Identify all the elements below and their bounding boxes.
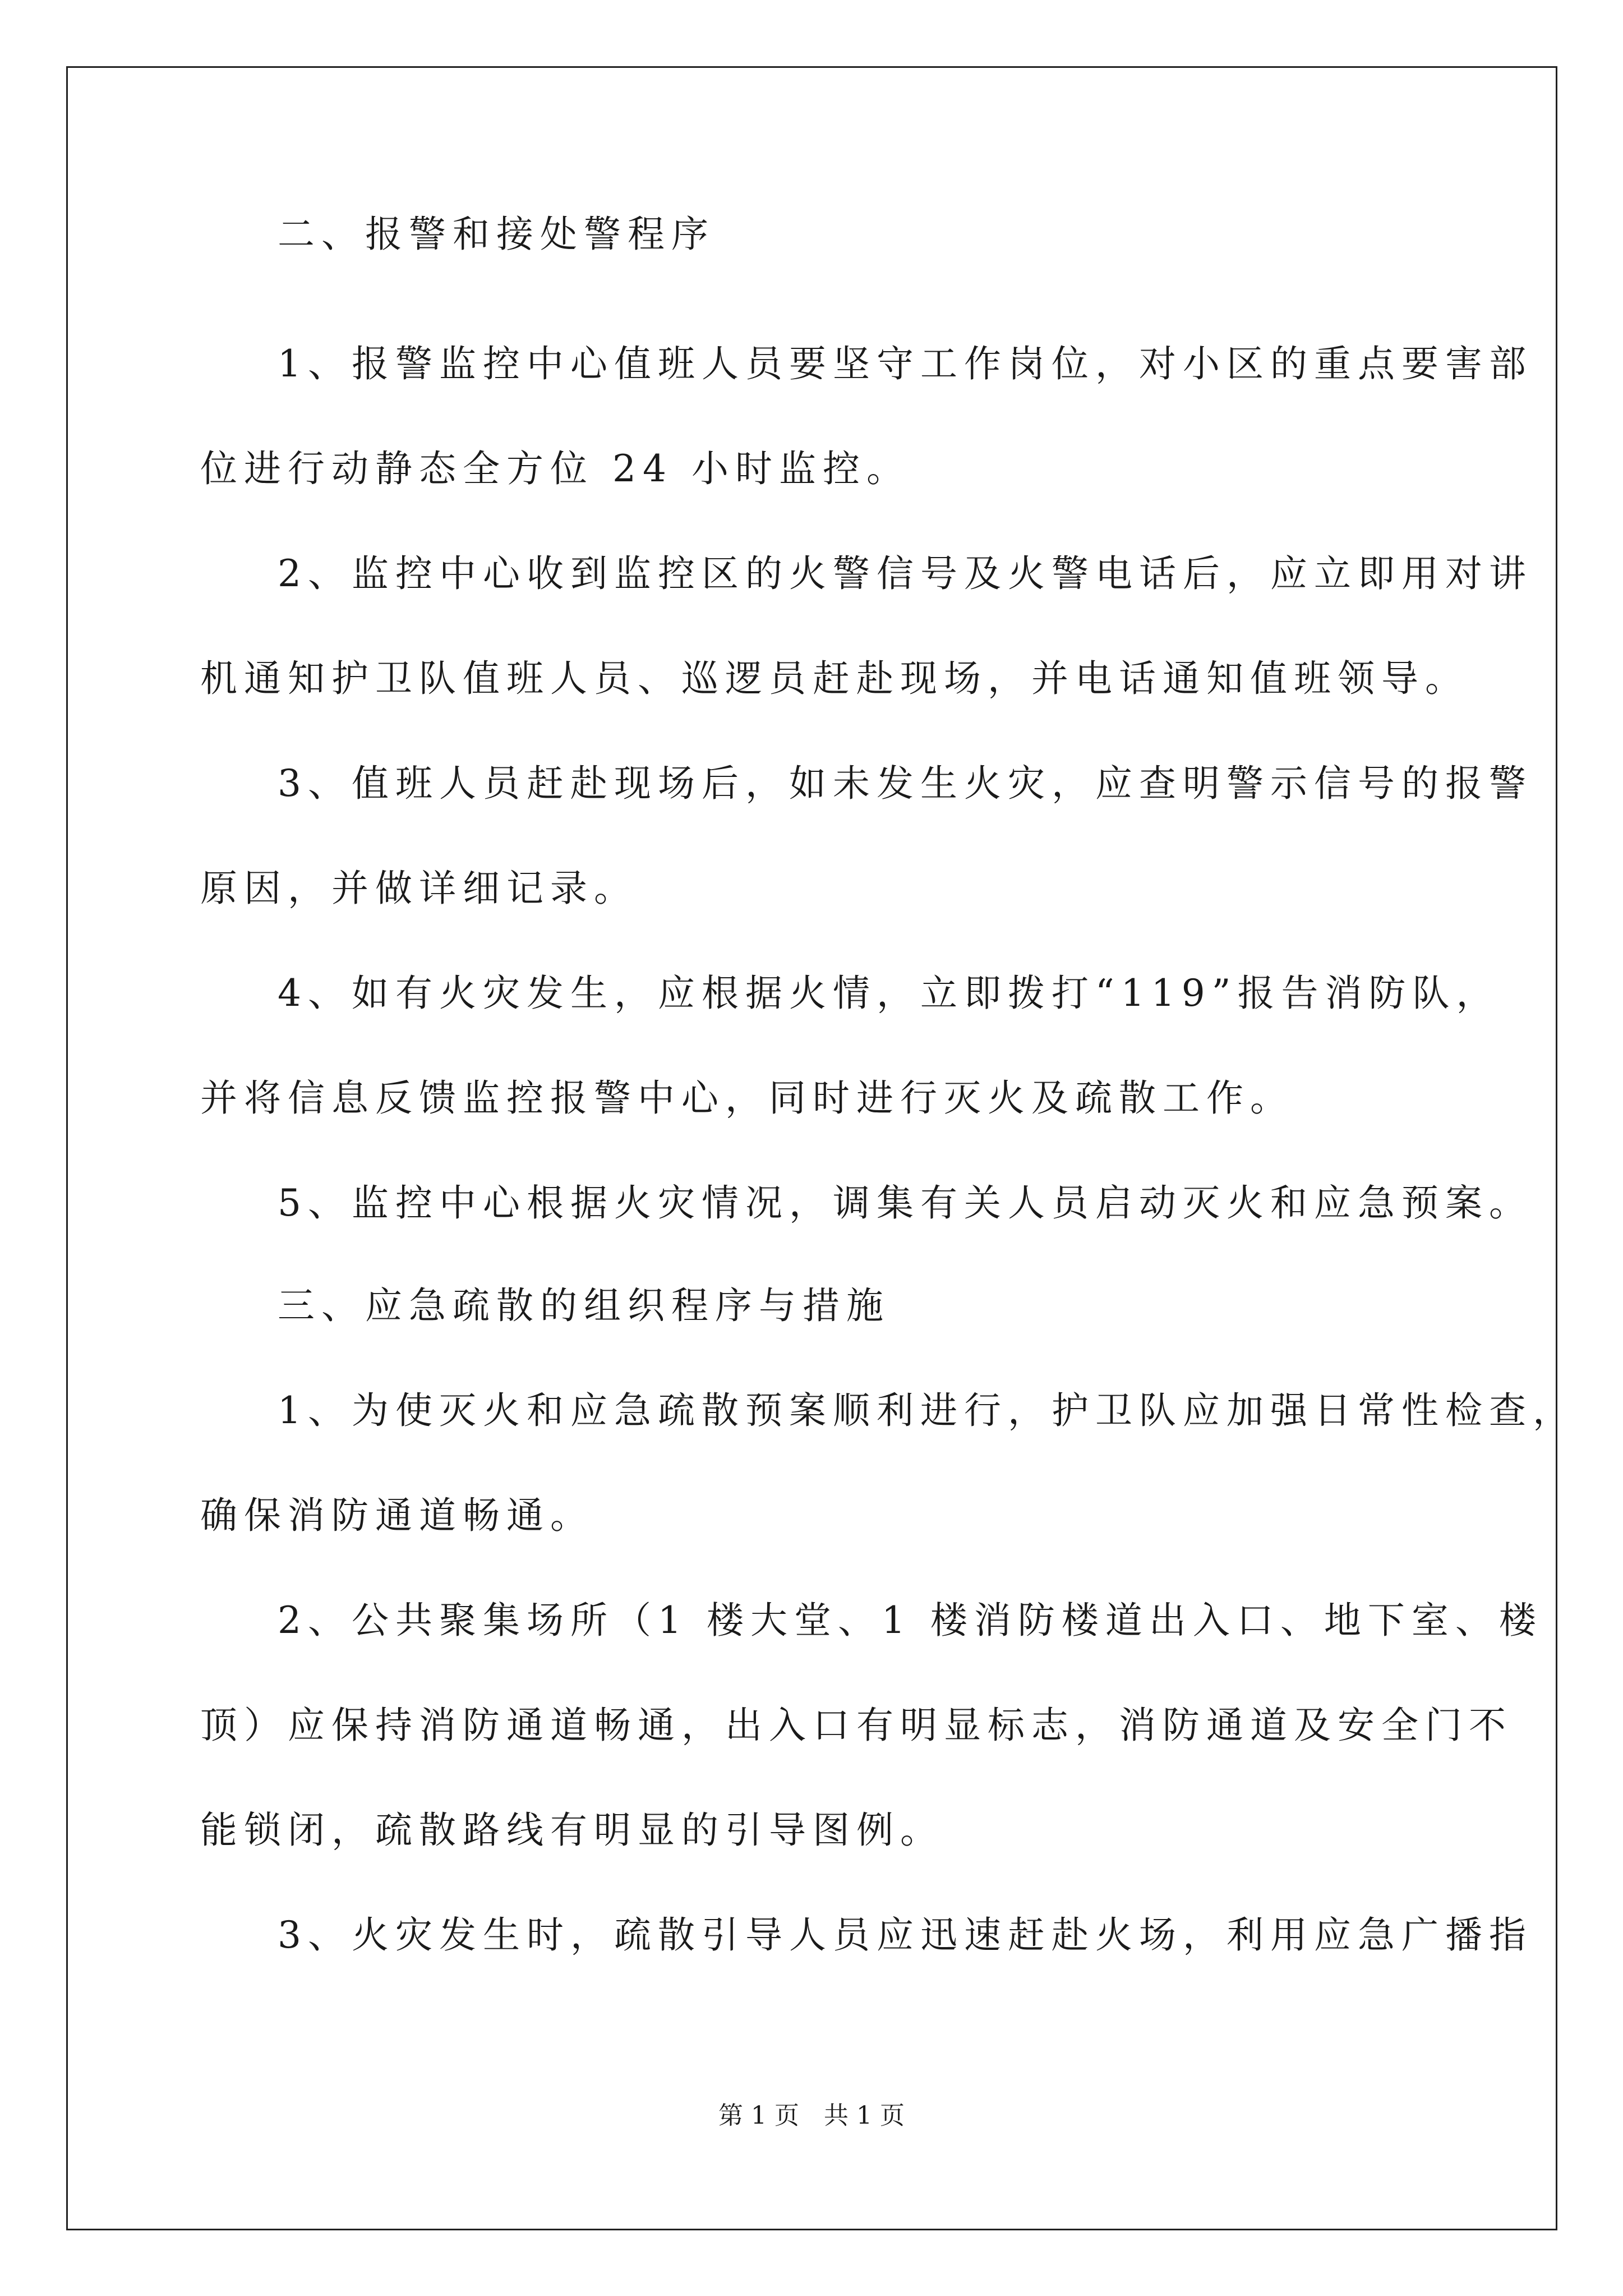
paragraph-line: 机通知护卫队值班人员、巡逻员赶赴现场，并电话通知值班领导。 (200, 657, 1469, 700)
paragraph-line: 1、报警监控中心值班人员要坚守工作岗位，对小区的重点要害部 (278, 342, 1533, 385)
section-heading-3: 三、应急疏散的组织程序与措施 (278, 1284, 890, 1327)
paragraph-line: 顶）应保持消防通道畅通，出入口有明显标志，消防通道及安全门不 (200, 1704, 1513, 1747)
paragraph-line: 1、为使灭火和应急疏散预案顺利进行，护卫队应加强日常性检查， (278, 1389, 1576, 1432)
paragraph-line: 能锁闭，疏散路线有明显的引导图例。 (200, 1809, 944, 1852)
section-heading-2: 二、报警和接处警程序 (278, 213, 715, 256)
paragraph-line: 5、监控中心根据火灾情况，调集有关人员启动灭火和应急预案。 (278, 1181, 1533, 1225)
paragraph-line: 2、监控中心收到监控区的火警信号及火警电话后，应立即用对讲 (278, 552, 1533, 595)
paragraph-line: 确保消防通道畅通。 (200, 1494, 594, 1537)
paragraph-line: 3、值班人员赶赴现场后，如未发生火灾，应查明警示信号的报警 (278, 762, 1533, 805)
paragraph-line: 4、如有火灾发生，应根据火情，立即拨打“119”报告消防队， (278, 972, 1500, 1015)
page-footer: 第 1 页 共 1 页 (718, 2101, 905, 2130)
page-border (66, 66, 1557, 2230)
paragraph-line: 并将信息反馈监控报警中心，同时进行灭火及疏散工作。 (200, 1076, 1294, 1120)
paragraph-line: 原因，并做详细记录。 (200, 867, 638, 910)
paragraph-line: 2、公共聚集场所（1 楼大堂、1 楼消防楼道出入口、地下室、楼 (278, 1599, 1543, 1642)
paragraph-line: 3、火灾发生时，疏散引导人员应迅速赶赴火场，利用应急广播指 (278, 1913, 1533, 1957)
paragraph-line: 位进行动静态全方位 24 小时监控。 (200, 447, 910, 490)
